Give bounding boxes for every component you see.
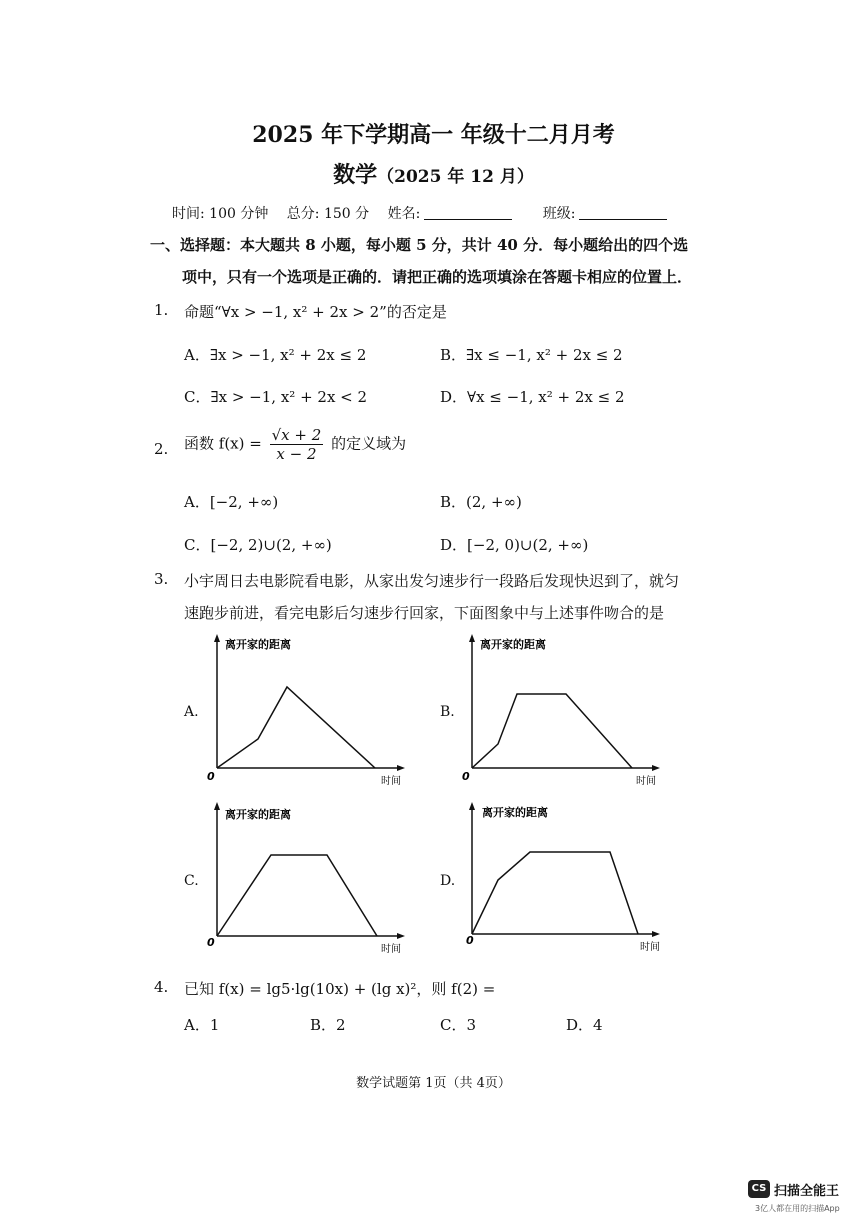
graph-a-xlabel: 时间 xyxy=(381,776,401,787)
graph-c-y-arrow xyxy=(214,802,220,810)
q1-option-b: B．∃x ≤ −1, x² + 2x ≤ 2 xyxy=(440,346,623,364)
exam-date: （2025 年 12 月） xyxy=(377,167,534,187)
graph-d-curve xyxy=(472,852,638,934)
graph-a-y-arrow xyxy=(214,634,220,642)
q2-numerator: √x + 2 xyxy=(271,426,322,444)
q1-option-d: D．∀x ≤ −1, x² + 2x ≤ 2 xyxy=(440,388,625,406)
camscanner-name: 扫描全能王 xyxy=(774,1184,840,1199)
exam-meta xyxy=(172,203,693,223)
name-label: 姓名: xyxy=(387,206,421,222)
q2-denominator: x − 2 xyxy=(276,445,317,463)
q2-option-d: D．[−2, 0)∪(2, +∞) xyxy=(440,536,589,554)
graph-a-label: A. xyxy=(184,704,199,720)
graph-d-origin: 0 xyxy=(466,934,474,947)
exam-title: 2025 年下学期高一 年级十二月月考 xyxy=(252,122,615,148)
graph-a-origin: 0 xyxy=(207,770,215,783)
q2-stem xyxy=(184,426,406,463)
time-label: 时间: 100 分钟 xyxy=(172,206,269,222)
graph-a-x-arrow xyxy=(397,765,405,771)
q2-option-a: A．[−2, +∞) xyxy=(184,493,279,511)
q4-option-a: A．1 xyxy=(184,1016,220,1034)
graph-d-y-arrow xyxy=(469,802,475,810)
graph-c xyxy=(205,800,415,960)
camscanner-logo-icon: CS xyxy=(748,1180,770,1198)
q3-stem-line2: 速跑步前进，看完电影后匀速步行回家，下面图象中与上述事件吻合的是 xyxy=(184,604,665,622)
q1-option-a: A．∃x > −1, x² + 2x ≤ 2 xyxy=(184,346,367,364)
graph-a xyxy=(205,632,415,792)
q3-stem-line1: 小宇周日去电影院看电影，从家出发匀速步行一段路后发现快迟到了，就匀 xyxy=(184,572,680,590)
graph-c-curve xyxy=(217,855,377,936)
q4-option-d: D．4 xyxy=(566,1016,603,1034)
graph-c-origin: 0 xyxy=(207,936,215,949)
q4-option-c: C．3 xyxy=(440,1016,477,1034)
graph-b-label: B. xyxy=(440,704,455,720)
graph-c-ylabel: 离开家的距离 xyxy=(225,808,291,821)
graph-d-label: D. xyxy=(440,873,456,889)
page-footer: 数学试题第 1页（共 4页） xyxy=(356,1076,511,1091)
class-label: 班级: xyxy=(542,206,576,222)
score-label: 总分: 150 分 xyxy=(286,206,370,222)
q2-fraction xyxy=(270,426,324,463)
section1-instructions-line2: 项中，只有一个选项是正确的．请把正确的选项填涂在答题卡相应的位置上． xyxy=(182,268,693,286)
graph-d xyxy=(460,800,670,960)
q4-number: 4. xyxy=(154,978,169,996)
graph-b-y-arrow xyxy=(469,634,475,642)
graph-c-x-arrow xyxy=(397,933,405,939)
subject-title xyxy=(0,158,867,189)
graph-b-xlabel: 时间 xyxy=(636,776,656,787)
q1-number: 1. xyxy=(154,301,169,319)
graph-c-xlabel: 时间 xyxy=(381,944,401,955)
q3-number: 3. xyxy=(154,570,169,588)
graph-b-curve xyxy=(472,694,632,768)
graph-c-label: C. xyxy=(184,873,199,889)
q2-option-c: C．[−2, 2)∪(2, +∞) xyxy=(184,536,332,554)
q4-stem: 已知 f(x) = lg5·lg(10x) + (lg x)²，则 f(2) = xyxy=(184,980,496,998)
graph-b-ylabel: 离开家的距离 xyxy=(480,638,546,651)
graph-d-xlabel: 时间 xyxy=(640,942,660,953)
class-blank xyxy=(579,205,667,220)
graph-d-x-arrow xyxy=(652,931,660,937)
q4-option-b: B．2 xyxy=(310,1016,346,1034)
q2-option-b: B．(2, +∞) xyxy=(440,493,522,511)
q2-number: 2. xyxy=(154,440,169,458)
q1-option-c: C．∃x > −1, x² + 2x < 2 xyxy=(184,388,368,406)
q2-stem-suffix: 的定义域为 xyxy=(331,434,407,453)
graph-b xyxy=(460,632,670,792)
graph-d-ylabel: 离开家的距离 xyxy=(482,806,548,819)
graph-a-curve xyxy=(217,687,375,768)
q2-stem-prefix: 函数 f(x) = xyxy=(184,434,262,453)
graph-b-x-arrow xyxy=(652,765,660,771)
q1-stem: 命题“∀x > −1, x² + 2x > 2”的否定是 xyxy=(184,303,447,321)
name-blank xyxy=(424,205,512,220)
subject-name: 数学 xyxy=(333,162,378,188)
camscanner-tagline: 3亿人都在用的扫描App xyxy=(755,1204,840,1213)
graph-b-origin: 0 xyxy=(462,770,470,783)
section1-instructions-line1: 一、选择题：本大题共 8 小题，每小题 5 分，共计 40 分．每小题给出的四个选 xyxy=(150,236,689,254)
graph-a-ylabel: 离开家的距离 xyxy=(225,638,291,651)
